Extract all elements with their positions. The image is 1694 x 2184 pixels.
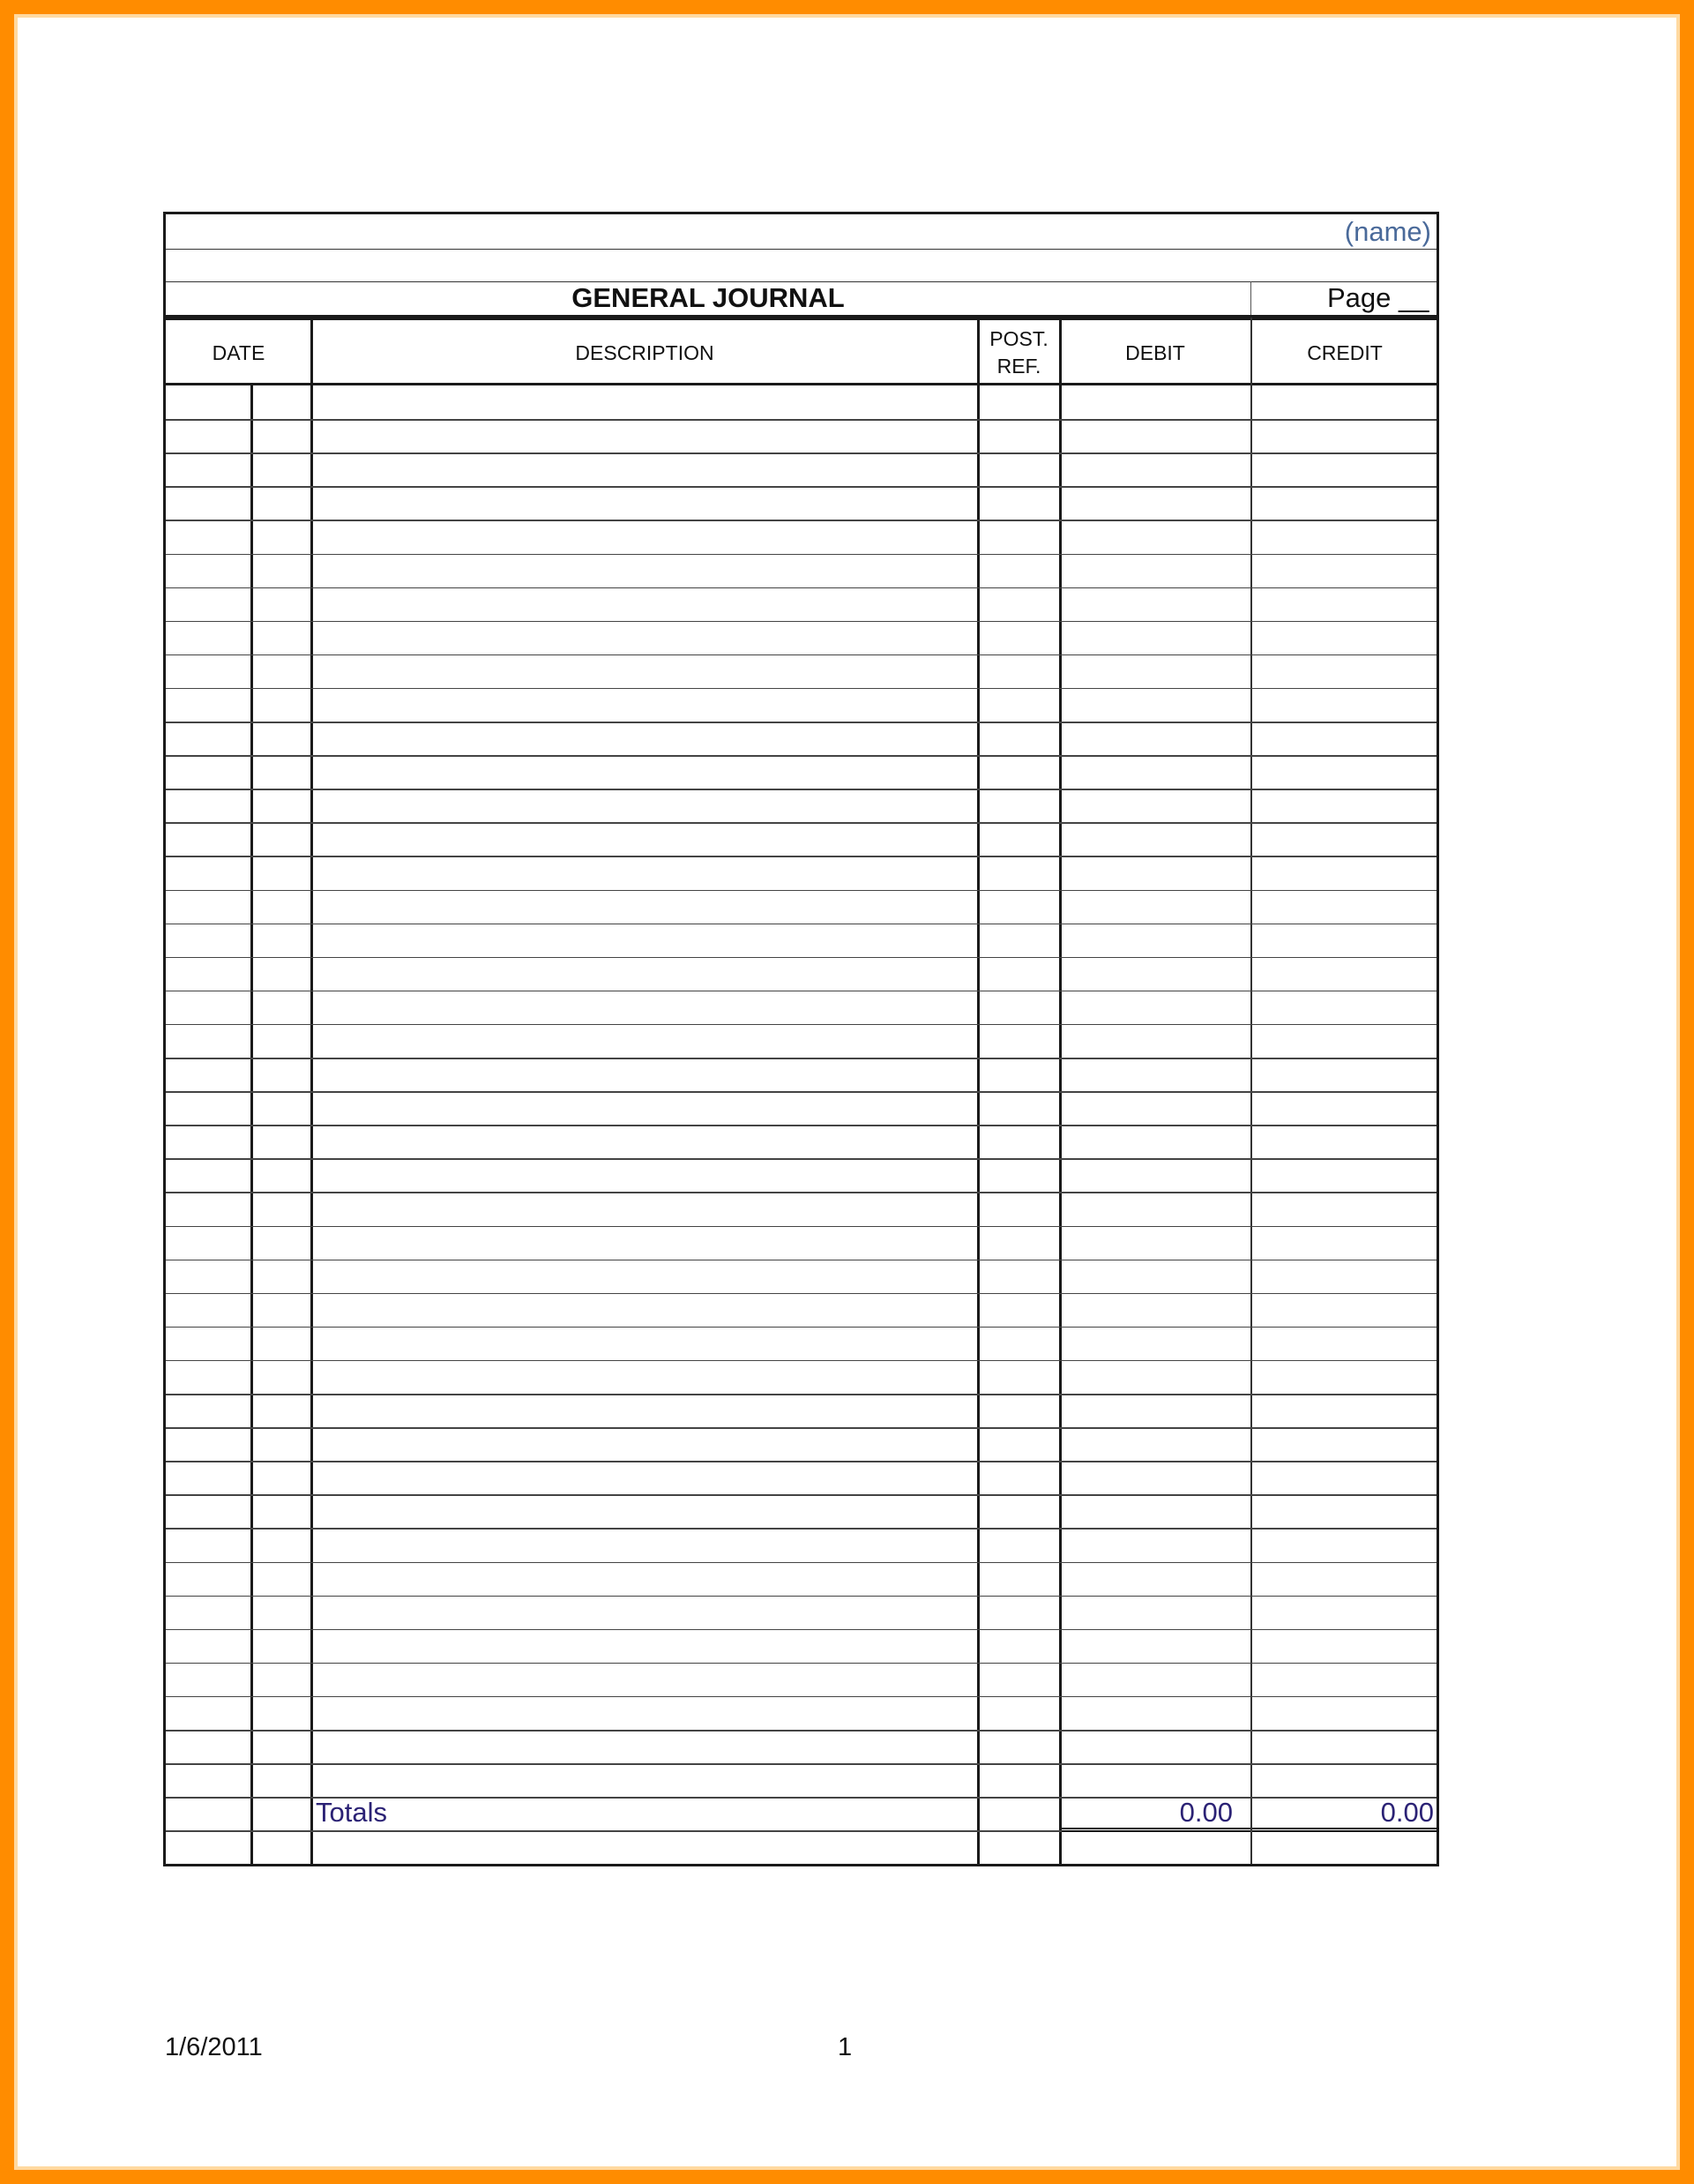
row-line	[166, 520, 1437, 521]
row-line	[166, 1427, 1437, 1429]
description-column-header: DESCRIPTION	[575, 340, 714, 364]
row-line	[166, 924, 1437, 925]
row-line	[166, 554, 1437, 556]
row-line	[166, 621, 1437, 623]
column-header-row	[166, 318, 1437, 385]
row-line	[166, 957, 1437, 959]
row-line	[166, 1494, 1437, 1496]
page-number-field[interactable]: Page __	[1250, 281, 1439, 315]
row-line	[166, 1293, 1437, 1295]
name-row	[166, 214, 1437, 250]
row-line	[166, 1562, 1437, 1564]
row-line	[166, 1091, 1437, 1093]
row-line	[166, 419, 1437, 421]
row-line	[166, 1260, 1437, 1261]
row-line	[166, 1730, 1437, 1731]
credit-column-header: CREDIT	[1307, 340, 1383, 364]
row-line	[166, 1226, 1437, 1228]
footer-date: 1/6/2011	[165, 2033, 263, 2061]
row-line	[166, 654, 1437, 656]
debit-column-header: DEBIT	[1125, 340, 1185, 364]
date-column-header: DATE	[212, 340, 265, 364]
debit-total: 0.00	[1179, 1797, 1233, 1829]
row-line	[166, 1394, 1437, 1395]
row-line	[166, 1663, 1437, 1664]
credit-total-double-underline	[1252, 1828, 1439, 1832]
credit-total: 0.00	[1380, 1797, 1434, 1829]
row-line	[166, 1696, 1437, 1698]
general-journal-sheet	[163, 212, 1439, 1866]
post-ref-line2: REF.	[996, 355, 1041, 378]
row-line	[166, 1360, 1437, 1362]
row-line	[166, 1629, 1437, 1631]
row-line	[166, 789, 1437, 790]
row-line	[166, 722, 1437, 723]
row-line	[166, 755, 1437, 757]
row-line	[166, 587, 1437, 589]
name-placeholder[interactable]: (name)	[1344, 216, 1431, 247]
row-line	[166, 1528, 1437, 1530]
row-line	[166, 486, 1437, 488]
totals-label: Totals	[316, 1797, 387, 1829]
blank-header-row	[166, 249, 1437, 282]
row-line	[166, 1596, 1437, 1597]
journal-title: GENERAL JOURNAL	[571, 282, 845, 313]
row-line	[166, 856, 1437, 857]
debit-total-double-underline	[1062, 1828, 1250, 1832]
row-line	[166, 1058, 1437, 1059]
post-ref-column-header	[978, 320, 1060, 385]
row-line	[166, 688, 1437, 690]
row-line	[166, 1461, 1437, 1462]
row-line	[166, 822, 1437, 824]
row-line	[166, 991, 1437, 992]
row-line	[166, 1125, 1437, 1126]
footer-page-number: 1	[838, 2033, 853, 2061]
row-line	[166, 890, 1437, 892]
row-line	[166, 1024, 1437, 1026]
post-ref-line1: POST.	[989, 327, 1048, 350]
row-line	[166, 1192, 1437, 1193]
row-line	[166, 1158, 1437, 1160]
title-row	[166, 281, 1437, 318]
row-line	[166, 1763, 1437, 1765]
row-line	[166, 453, 1437, 454]
row-line	[166, 1327, 1437, 1328]
